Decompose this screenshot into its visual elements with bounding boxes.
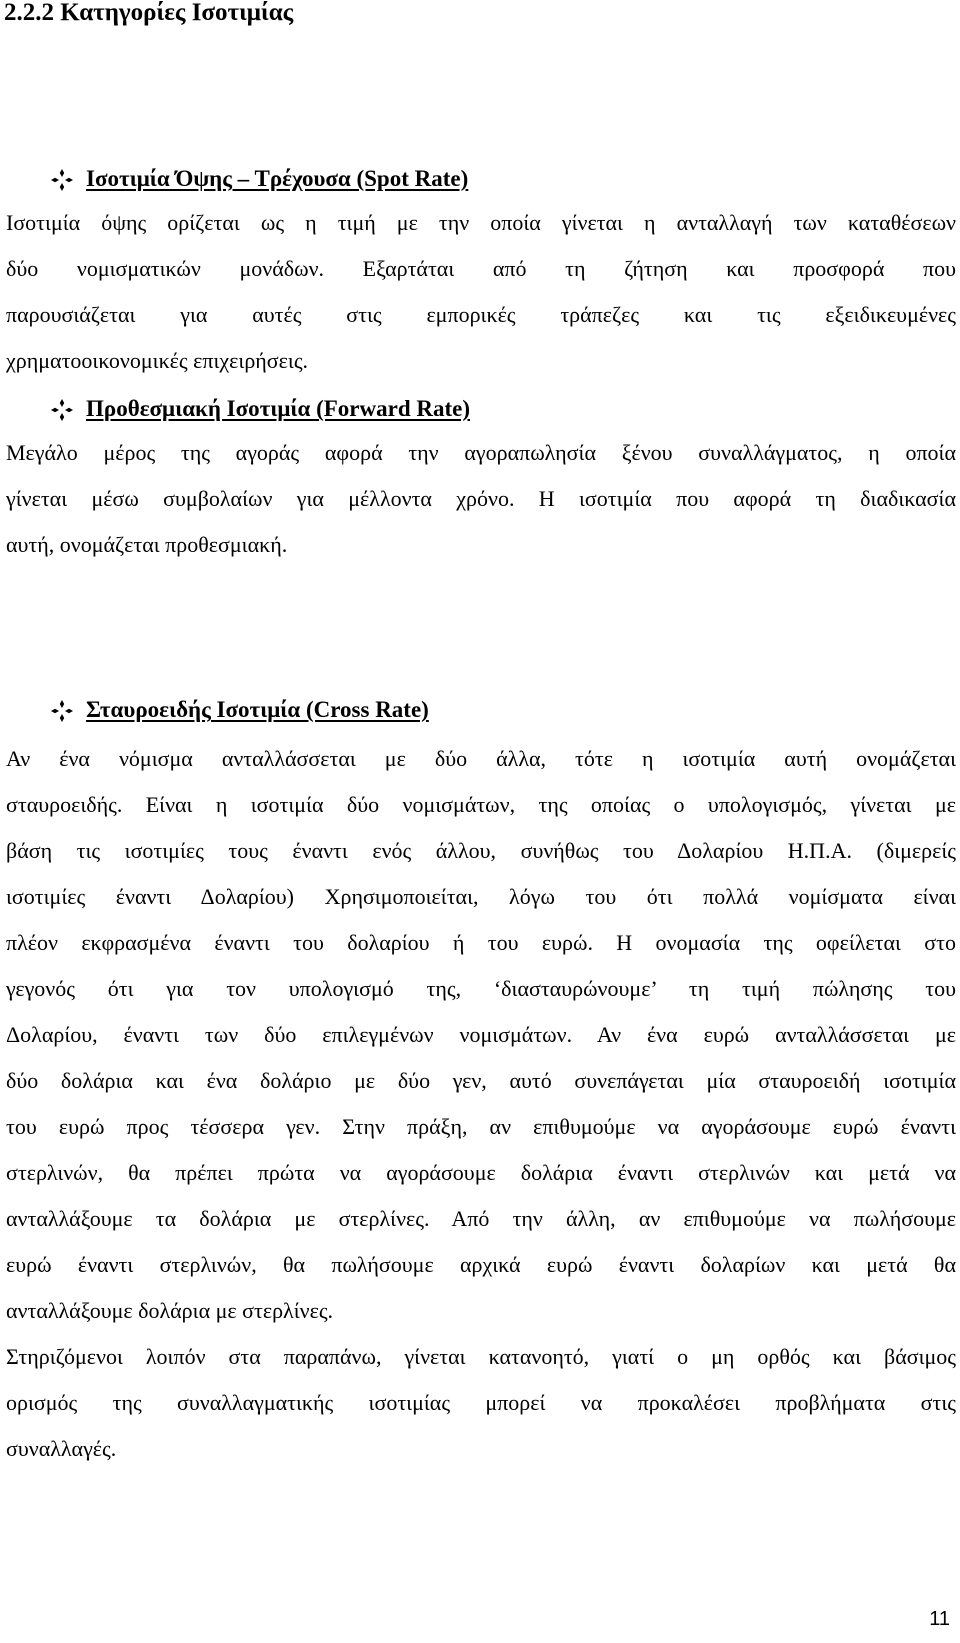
paragraph-line: ορισμός της συναλλαγματικής ισοτιμίας μπορεί να προκαλέσει προβλήματα στις <box>6 1390 956 1415</box>
closing-paragraph <box>6 1334 956 1472</box>
forward-rate-paragraph <box>6 430 956 568</box>
forward-rate-title-text: Προθεσμιακή Ισοτιμία (Forward Rate) <box>86 396 470 421</box>
paragraph-line: δύο δολάρια και ένα δολάριο με δύο γεν, αυτό συνεπάγεται μία σταυροειδή ισοτιμία <box>6 1068 956 1093</box>
spot-rate-paragraph <box>6 200 956 384</box>
paragraph-line: Στηριζόμενοι λοιπόν στα παραπάνω, γίνεται κατανοητό, γιατί ο μη ορθός και βάσιμος <box>6 1344 956 1369</box>
paragraph-line: βάση τις ισοτιμίες τους έναντι ενός άλλου, συνήθως του Δολαρίου Η.Π.Α. (διμερείς <box>6 838 956 863</box>
paragraph-line: στερλινών, θα πρέπει πρώτα να αγοράσουμε δολάρια έναντι στερλινών και μετά να <box>6 1160 956 1185</box>
diamond-bullet-icon <box>50 699 74 723</box>
spot-rate-title <box>50 164 468 194</box>
diamond-bullet-icon <box>50 168 74 192</box>
cross-rate-paragraph <box>6 736 956 1334</box>
paragraph-line: γεγονός ότι για τον υπολογισμό της, ‘διασταυρώνουμε’ τη τιμή πώλησης του <box>6 976 956 1001</box>
spot-rate-title-text: Ισοτιμία Όψης – Τρέχουσα (Spot Rate) <box>86 166 469 191</box>
cross-rate-title <box>50 695 429 725</box>
paragraph-line: ανταλλάξουμε τα δολάρια με στερλίνες. Από την άλλη, αν επιθυμούμε να πωλήσουμε <box>6 1206 956 1231</box>
paragraph-line: πλέον εκφρασμένα έναντι του δολαρίου ή του ευρώ. Η ονομασία της οφείλεται στο <box>6 930 956 955</box>
paragraph-line: Αν ένα νόμισμα ανταλλάσσεται με δύο άλλα, τότε η ισοτιμία αυτή ονομάζεται <box>6 746 956 771</box>
forward-rate-title <box>50 394 470 424</box>
paragraph-line: Ισοτιμία όψης ορίζεται ως η τιμή με την οποία γίνεται η ανταλλαγή των καταθέσεων <box>6 210 956 235</box>
paragraph-line: σταυροειδής. Είναι η ισοτιμία δύο νομισμάτων, της οποίας ο υπολογισμός, γίνεται με <box>6 792 956 817</box>
diamond-bullet-icon <box>50 398 74 422</box>
paragraph-line: συναλλαγές. <box>6 1436 117 1461</box>
paragraph-line: παρουσιάζεται για αυτές στις εμπορικές τράπεζες και τις εξειδικευμένες <box>6 302 956 327</box>
cross-rate-title-text: Σταυροειδής Ισοτιμία (Cross Rate) <box>86 697 429 722</box>
paragraph-line: δύο νομισματικών μονάδων. Εξαρτάται από τη ζήτηση και προσφορά που <box>6 256 956 281</box>
paragraph-line: ανταλλάξουμε δολάρια με στερλίνες. <box>6 1298 334 1323</box>
paragraph-line: Μεγάλο μέρος της αγοράς αφορά την αγοραπωλησία ξένου συναλλάγματος, η οποία <box>6 440 956 465</box>
page-number: 11 <box>929 1608 950 1630</box>
paragraph-line: Δολαρίου, έναντι των δύο επιλεγμένων νομισμάτων. Αν ένα ευρώ ανταλλάσσεται με <box>6 1022 956 1047</box>
paragraph-line: χρηματοοικονομικές επιχειρήσεις. <box>6 348 309 373</box>
paragraph-line: του ευρώ προς τέσσερα γεν. Στην πράξη, αν επιθυμούμε να αγοράσουμε ευρώ έναντι <box>6 1114 956 1139</box>
paragraph-line: αυτή, ονομάζεται προθεσμιακή. <box>6 532 288 557</box>
paragraph-line: ισοτιμίες έναντι Δολαρίου) Χρησιμοποιείται, λόγω του ότι πολλά νομίσματα είναι <box>6 884 956 909</box>
paragraph-line: ευρώ έναντι στερλινών, θα πωλήσουμε αρχικά ευρώ έναντι δολαρίων και μετά θα <box>6 1252 956 1277</box>
section-heading: 2.2.2 Κατηγορίες Ισοτιμίας <box>4 0 294 26</box>
paragraph-line: γίνεται μέσω συμβολαίων για μέλλοντα χρόνο. Η ισοτιμία που αφορά τη διαδικασία <box>6 486 956 511</box>
